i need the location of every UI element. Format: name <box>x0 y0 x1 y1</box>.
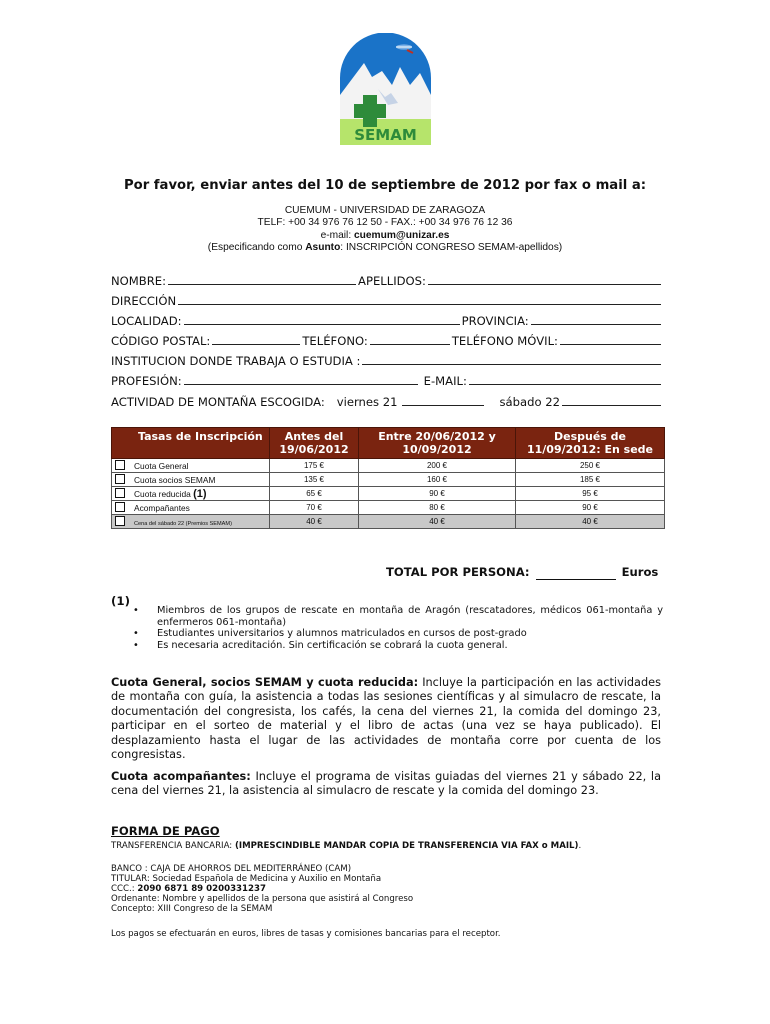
fee-value: 250 € <box>516 459 665 473</box>
cuota-general-checkbox[interactable] <box>115 460 125 470</box>
fee-name-cell <box>112 501 270 515</box>
total-line <box>386 565 658 580</box>
ccc-number: 2090 6871 89 0200331237 <box>137 884 266 894</box>
fee-name: Cuota socios SEMAM <box>134 475 216 486</box>
fees-header-despues: Después de 11/09/2012: En sede <box>516 428 665 459</box>
fee-name-cell <box>112 515 270 529</box>
localidad-label: LOCALIDAD: <box>111 314 182 329</box>
note-marker: (1) <box>111 594 130 608</box>
provincia-label: PROVINCIA: <box>461 314 529 329</box>
bank-holder: TITULAR: Sociedad Española de Medicina y Auxilio en Montaña <box>111 874 382 884</box>
actividad-label: ACTIVIDAD DE MONTAÑA ESCOGIDA: <box>111 394 325 409</box>
cena-sabado-checkbox[interactable] <box>115 516 125 526</box>
sabado-field[interactable] <box>562 404 661 406</box>
fees-header-entre: Entre 20/06/2012 y 10/09/2012 <box>359 428 516 459</box>
fee-value: 90 € <box>516 501 665 515</box>
bank-ordenante: Ordenante: Nombre y apellidos de la persona que asistirá al Congreso <box>111 894 414 904</box>
fee-value: 65 € <box>270 487 359 501</box>
registration-form <box>111 271 663 412</box>
subject-pre: (Especificando como <box>207 242 306 254</box>
viernes-label: viernes 21 <box>336 394 398 409</box>
telefono-label: TELÉFONO: <box>302 334 368 349</box>
form-row-profesion <box>111 371 663 391</box>
semam-logo <box>338 33 433 145</box>
logo-text: SEMAM <box>354 126 417 144</box>
table-row <box>112 501 665 515</box>
notes-list <box>133 605 663 651</box>
bank-name: BANCO : CAJA DE AHORROS DEL MEDITERRÁNEO (CAM) <box>111 864 352 874</box>
telefono-field[interactable] <box>370 343 450 345</box>
profesion-field[interactable] <box>184 383 418 385</box>
fee-name: Cuota General <box>134 461 189 472</box>
bank-concepto: Concepto: XIII Congreso de la SEMAM <box>111 904 273 914</box>
fee-value: 80 € <box>359 501 516 515</box>
transfer-note: (IMPRESCINDIBLE MANDAR COPIA DE TRANSFERENCIA VIA FAX o MAIL) <box>234 841 579 851</box>
table-row <box>112 459 665 473</box>
fees-header-row <box>112 428 665 459</box>
email-label: E-MAIL: <box>423 374 467 389</box>
contact-block <box>0 205 770 255</box>
contact-subject-line <box>0 242 770 254</box>
viernes-field[interactable] <box>402 404 484 406</box>
nombre-field[interactable] <box>168 283 356 285</box>
fee-value: 40 € <box>270 515 359 529</box>
list-item: • Es necesaria acreditación. Sin certificación se cobrará la cuota general. <box>133 640 663 652</box>
fees-table <box>111 427 665 529</box>
fees-header-antes: Antes del 19/06/2012 <box>270 428 359 459</box>
table-row <box>112 515 665 529</box>
payment-transfer-line <box>111 841 671 851</box>
payment-details <box>111 864 671 914</box>
form-row-actividad <box>111 392 663 412</box>
subject-label: Asunto <box>305 242 341 254</box>
total-field[interactable] <box>536 565 616 580</box>
form-row-institucion <box>111 351 663 371</box>
fees-header-tasas: Tasas de Inscripción <box>112 428 270 459</box>
cuota-general-title: Cuota General, socios SEMAM y cuota reducida: <box>111 676 419 689</box>
bank-account-line <box>111 884 671 894</box>
fee-name: Cena del sábado 22 (Premios SEMAM) <box>134 521 232 528</box>
cp-field[interactable] <box>212 343 300 345</box>
form-row-direccion <box>111 291 663 311</box>
sabado-label: sábado 22 <box>499 394 560 409</box>
movil-field[interactable] <box>560 343 661 345</box>
fee-value: 135 € <box>270 473 359 487</box>
fee-value: 200 € <box>359 459 516 473</box>
fee-value: 70 € <box>270 501 359 515</box>
nombre-label: NOMBRE: <box>111 274 167 288</box>
localidad-field[interactable] <box>184 323 460 325</box>
cp-label: CÓDIGO POSTAL: <box>111 334 211 349</box>
fee-value: 185 € <box>516 473 665 487</box>
apellidos-label: APELLIDOS: <box>358 274 426 288</box>
table-row <box>112 487 665 501</box>
subject-post: : INSCRIPCIÓN CONGRESO SEMAM-apellidos) <box>340 242 563 254</box>
contact-org: CUEMUM - UNIVERSIDAD DE ZARAGOZA <box>284 205 486 216</box>
cuota-acomp-title: Cuota acompañantes: <box>111 770 251 783</box>
institucion-label: INSTITUCION DONDE TRABAJA O ESTUDIA : <box>111 354 361 369</box>
cuota-general-paragraph <box>111 676 661 762</box>
total-label: TOTAL POR PERSONA: <box>386 565 530 579</box>
contact-email-line <box>0 230 770 242</box>
total-unit: Euros <box>621 565 659 579</box>
provincia-field[interactable] <box>531 323 661 325</box>
cuota-acomp-text: Incluye el programa de visitas guiadas del viernes 21 y sábado 22, la cena del viernes 21, la asistencia al simulacro de rescate y la comida del domingo 23. <box>111 770 661 798</box>
fee-value: 40 € <box>516 515 665 529</box>
cuota-reducida-checkbox[interactable] <box>115 488 125 498</box>
direccion-label: DIRECCIÓN <box>111 294 177 309</box>
form-row-name <box>111 271 663 291</box>
ccc-label: CCC.: <box>111 884 138 894</box>
page-heading: Por favor, enviar antes del 10 de septiembre de 2012 por fax o mail a: <box>123 178 647 193</box>
cuota-acomp-paragraph <box>111 770 661 799</box>
fee-name: Cuota reducida <box>134 488 194 499</box>
contact-email[interactable]: cuemum@unizar.es <box>353 229 450 241</box>
fee-value: 160 € <box>359 473 516 487</box>
table-row <box>112 473 665 487</box>
fee-name-cell <box>112 487 270 501</box>
movil-label: TELÉFONO MÓVIL: <box>451 334 558 349</box>
fee-value: 175 € <box>270 459 359 473</box>
contact-phone-fax: TELF: +00 34 976 76 12 50 - FAX.: +00 34 976 76 12 36 <box>257 217 513 229</box>
payment-title: FORMA DE PAGO <box>111 824 220 838</box>
institucion-field[interactable] <box>362 363 661 365</box>
apellidos-field[interactable] <box>428 283 661 285</box>
list-item: • Miembros de los grupos de rescate en montaña de Aragón (rescatadores, médicos 061-montaña y enfermeros 061-montaña) <box>133 605 663 628</box>
fee-value: 40 € <box>359 515 516 529</box>
direccion-field[interactable] <box>178 303 661 305</box>
transfer-label: TRANSFERENCIA BANCARIA: <box>111 841 235 851</box>
transfer-end: . <box>578 841 582 851</box>
list-item: • Estudiantes universitarios y alumnos matriculados en cursos de post-grado <box>133 628 663 640</box>
form-row-localidad <box>111 311 663 331</box>
contact-email-label: e-mail: <box>320 229 354 241</box>
fee-value: 90 € <box>359 487 516 501</box>
fee-name-cell <box>112 473 270 487</box>
cuota-socios-checkbox[interactable] <box>115 474 125 484</box>
form-row-phones <box>111 331 663 351</box>
fee-note-marker: (1) <box>193 487 207 500</box>
payment-footer: Los pagos se efectuarán en euros, libres de tasas y comisiones bancarias para el receptor. <box>111 929 501 939</box>
email-field[interactable] <box>469 383 661 385</box>
fee-name-cell <box>112 459 270 473</box>
acompanantes-checkbox[interactable] <box>115 502 125 512</box>
profesion-label: PROFESIÓN: <box>111 374 182 389</box>
fee-name: Acompañantes <box>134 503 190 514</box>
semam-logo-graphic <box>338 33 433 145</box>
cuota-general-text: Incluye la participación en las actividades de montaña con guía, la asistencia a todas las sesiones científicas y al simulacro de rescate, la documentación del congresista, los cafés, la cena del viernes 21, la comida del domingo 23, participar en el sorteo de material y el libro de actas (una vez se haya publicado). El desplazamiento hasta el lugar de las actividades de montaña corre por cuenta de los congresistas. <box>111 676 661 762</box>
fee-value: 95 € <box>516 487 665 501</box>
